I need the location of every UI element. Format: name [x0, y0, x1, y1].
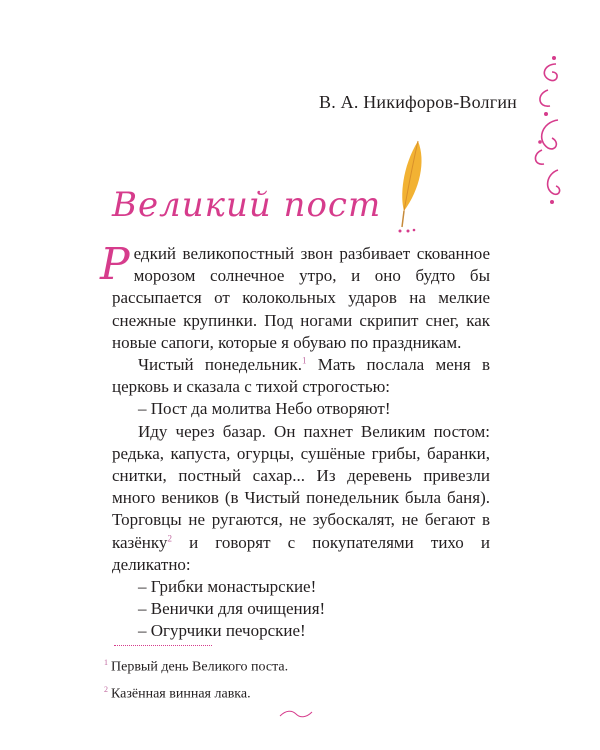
footnote — [104, 679, 288, 706]
footnote-ref[interactable]: 2 — [167, 532, 172, 543]
paragraph — [112, 354, 490, 398]
paragraph-text: и говорят с покупателями тихо и деликатно: — [112, 532, 490, 574]
paragraph-text: Чистый понедельник. — [138, 355, 303, 375]
paragraph — [112, 421, 490, 576]
footnote-text: Первый день Великого поста. — [111, 659, 289, 675]
paragraph-text: Мать послала меня в церковь и сказала с тихой строгостью: — [112, 355, 490, 397]
footnote-text: Казённая винная лавка. — [111, 686, 251, 702]
dialogue-line: – Венички для очищения! — [138, 599, 326, 619]
dialogue-line: – Грибки монастырские! — [138, 577, 317, 597]
footnote-number: 2 — [104, 684, 108, 694]
footnote-number: 1 — [104, 658, 108, 667]
author-name: В. А. Никифоров-Волгин — [319, 92, 517, 112]
footnotes — [104, 652, 288, 705]
flourish-ornament-icon — [522, 50, 562, 210]
dialogue-line: – Огурчики печорские! — [138, 621, 306, 641]
footnote-ref[interactable]: 1 — [302, 355, 307, 366]
page-ornament-icon — [276, 708, 316, 720]
footnote — [104, 652, 288, 679]
dialogue-line: – Пост да молитва Небо отворяют! — [138, 399, 391, 419]
footnote-divider — [114, 645, 212, 646]
drop-cap: Р — [100, 239, 130, 290]
chapter-title: Великий пост — [112, 185, 382, 225]
paragraph-text: Иду через базар. Он пахнет Великим постом: редька, капуста, огурцы, сушёные грибы, баранки, снитки, постный сахар... Из деревень привезли много веников (в Чистый понедельник была баня). Торговцы не ругаются, не зубоскалят, не бегают в казёнку — [112, 421, 490, 552]
body-text — [100, 239, 490, 643]
paragraph-text: едкий великопостный звон разбивает скованное морозом солнечное утро, и оно будто бы рассыпается от колокольных ударов на мелкие снежные крупинки. Под ногами скрипит снег, как новые сапоги, которые я обуваю по праздникам. — [112, 244, 490, 352]
quill-feather-icon — [390, 137, 426, 237]
chapter-title-row — [112, 175, 381, 235]
paragraph — [100, 239, 490, 354]
